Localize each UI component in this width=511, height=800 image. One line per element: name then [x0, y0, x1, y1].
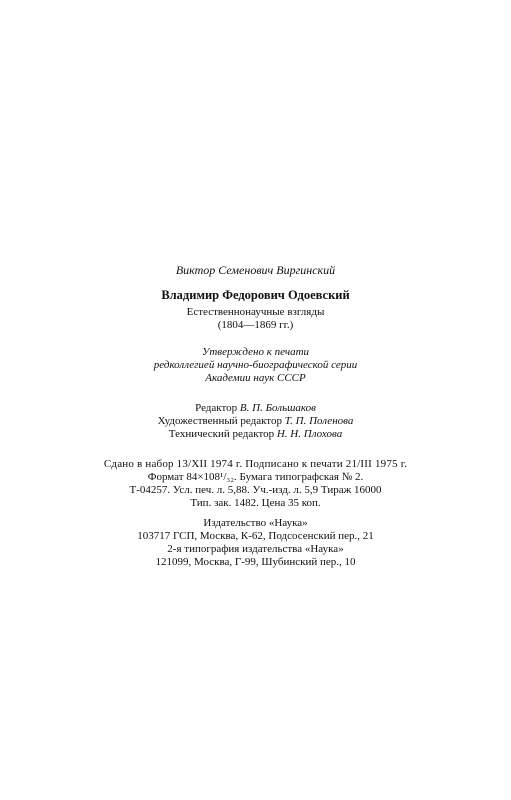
tech-editor-name: Н. Н. Плохова [276, 428, 343, 440]
print-info-line-1: Сдано в набор 13/XII 1974 г. Подписано к печати 21/III 1975 г. [103, 458, 408, 470]
editor-name: В. П. Большаков [239, 402, 316, 414]
book-title: Владимир Федорович Одоевский [161, 288, 350, 302]
publisher-line-1: Издательство «Наука» [203, 517, 308, 529]
publisher-line-4: 121099, Москва, Г-99, Шубинский пер., 10 [155, 556, 356, 568]
art-editor-name: Т. П. Поленова [284, 415, 354, 427]
editor-line [0, 402, 511, 415]
author-name: Виктор Семенович Виргинский [175, 263, 336, 277]
editor-role: Редактор [195, 402, 238, 414]
book-years: (1804—1869 гг.) [217, 319, 294, 331]
book-subtitle: Естественнонаучные взгляды [186, 306, 325, 318]
approval-line-3: Академии наук СССР [205, 372, 306, 384]
tech-editor-line [0, 428, 511, 441]
print-info-line-2: Формат 84×108¹/₃₂. Бумага типографская № 2. [147, 471, 364, 483]
publisher-line-3: 2-я типография издательства «Наука» [167, 543, 344, 555]
art-editor-role: Художественный редактор [157, 415, 282, 427]
print-info-line-4: Тип. зак. 1482. Цена 35 коп. [190, 497, 321, 509]
approval-line-2: редколлегией научно-биографической серии [153, 359, 358, 371]
publisher-line-2: 103717 ГСП, Москва, К-62, Подсосенский пер., 21 [137, 530, 374, 542]
approval-line-1: Утверждено к печати [201, 346, 310, 358]
print-info-line-3: Т-04257. Усл. печ. л. 5,88. Уч.-изд. л. 5,9 Тираж 16000 [129, 484, 382, 496]
tech-editor-role: Технический редактор [168, 428, 275, 440]
art-editor-line [0, 415, 511, 428]
